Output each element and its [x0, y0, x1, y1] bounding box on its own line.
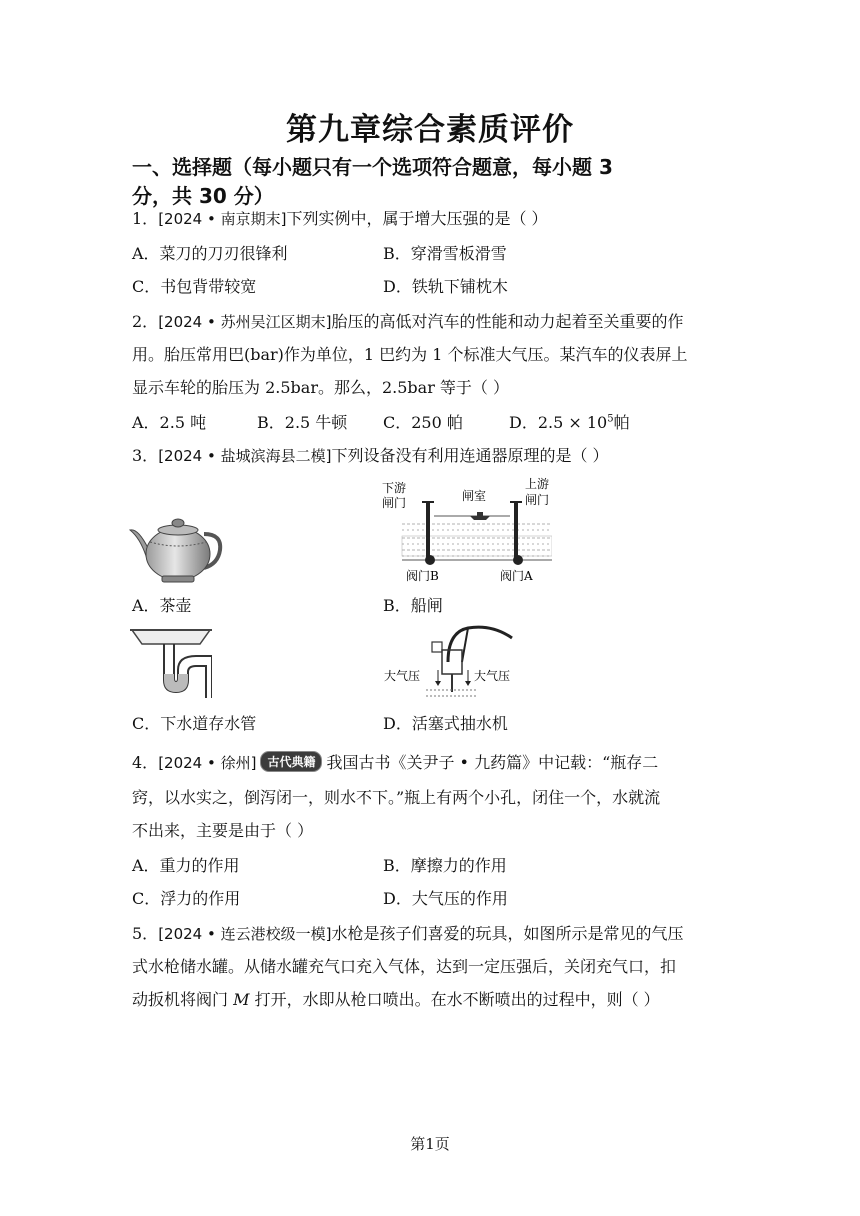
page-number: 第1页: [410, 1135, 450, 1153]
q1-source: [2024 • 南京期末]: [158, 210, 287, 228]
q2-option-b: B．2.5 牛顿: [257, 413, 348, 432]
q4-stem-line1: [132, 750, 658, 773]
q4-badge: 古代典籍: [260, 751, 322, 772]
lock-label-down-gate-1: 下游: [382, 481, 407, 495]
q1-stem: [132, 206, 548, 229]
q2-number: 2．: [132, 312, 159, 331]
q5-stem-line3: [132, 987, 660, 1010]
q1-option-a: A．菜刀的刀刃很锋利: [132, 244, 288, 263]
q5-text-1: 水枪是孩子们喜爱的玩具，如图所示是常见的气压: [331, 924, 684, 943]
q1-text: 下列实例中，属于增大压强的是（ ）: [286, 209, 548, 228]
q2-option-a: A．2.5 吨: [132, 413, 207, 432]
q4-stem-line2: 窍，以水实之，倒泻闭一，则水不下。”瓶上有两个小孔，闭住一个，水就流: [132, 788, 661, 807]
section-heading-line2: 分，共 30 分）: [132, 184, 274, 208]
q4-number: 4．: [132, 753, 159, 772]
q2-source: [2024 • 苏州吴江区期末]: [158, 313, 332, 331]
drain-trap-figure: [130, 626, 212, 698]
q3-text: 下列设备没有利用连通器原理的是（ ）: [331, 446, 609, 465]
q4-option-c: C．浮力的作用: [132, 889, 241, 908]
q2-option-d: [509, 410, 630, 433]
q1-option-d: D．铁轨下铺枕木: [383, 277, 508, 296]
q5-text-3b: 打开，水即从枪口喷出。在水不断喷出的过程中，则（ ）: [249, 990, 660, 1009]
q3-number: 3．: [132, 446, 159, 465]
q5-valve-m: M: [233, 990, 250, 1009]
lock-label-chamber: 闸室: [462, 489, 487, 503]
section-heading-line1: 一、选择题（每小题只有一个选项符合题意，每小题 3: [132, 155, 613, 179]
q4-option-d: D．大气压的作用: [383, 889, 508, 908]
q2-stem-line3: 显示车轮的胎压为 2.5bar。那么，2.5bar 等于（ ）: [132, 378, 510, 397]
lock-label-up-gate-1: 上游: [525, 477, 550, 491]
piston-pump-figure: [382, 622, 532, 702]
q2-stem-line2: 用。胎压常用巴(bar)作为单位，1 巴约为 1 个标准大气压。某汽车的仪表屏上: [132, 345, 688, 364]
lock-label-down-gate-2: 闸门: [382, 496, 407, 510]
q4-source: [2024 • 徐州]: [158, 754, 257, 772]
q2-option-c: C．250 帕: [383, 413, 463, 432]
q3-source: [2024 • 盐城滨海县二模]: [158, 447, 332, 465]
page-title: 第九章综合素质评价: [286, 112, 574, 148]
q5-stem-line2: 式水枪储水罐。从储水罐充气口充入气体，达到一定压强后，关闭充气口，扣: [132, 957, 677, 976]
q2-option-d-exponent: 5: [607, 413, 614, 425]
ship-lock-figure: [382, 476, 552, 584]
q3-option-a: A．茶壶: [132, 596, 192, 615]
q5-text-3a: 动扳机将阀门: [132, 990, 234, 1009]
q3-option-d: D．活塞式抽水机: [383, 714, 508, 733]
lock-label-up-gate-2: 闸门: [525, 493, 550, 507]
q4-option-b: B．摩擦力的作用: [383, 856, 507, 875]
q1-number: 1．: [132, 209, 159, 228]
pump-label-left: 大气压: [384, 669, 421, 683]
q5-stem-line1: [132, 921, 683, 944]
q4-option-a: A．重力的作用: [132, 856, 240, 875]
q2-text-1: 胎压的高低对汽车的性能和动力起着至关重要的作: [331, 312, 684, 331]
lock-label-valve-a: 阀门A: [500, 569, 533, 583]
q3-stem: [132, 443, 609, 466]
q5-source: [2024 • 连云港校级一模]: [158, 925, 332, 943]
lock-label-valve-b: 阀门B: [406, 569, 439, 583]
q5-number: 5．: [132, 924, 159, 943]
q1-option-c: C．书包背带较宽: [132, 277, 257, 296]
q3-option-b: B．船闸: [383, 596, 443, 615]
q2-stem-line1: [132, 309, 683, 332]
q2-option-d-base: D．2.5 × 10: [509, 413, 608, 432]
q3-option-c: C．下水道存水管: [132, 714, 257, 733]
teapot-figure: [128, 508, 224, 584]
pump-label-right: 大气压: [474, 669, 511, 683]
q2-option-d-unit: 帕: [613, 413, 630, 432]
q4-text-1: 我国古书《关尹子 • 九药篇》中记载：“瓶存二: [326, 753, 659, 772]
q4-stem-line3: 不出来，主要是由于（ ）: [132, 821, 314, 840]
q1-option-b: B．穿滑雪板滑雪: [383, 244, 507, 263]
